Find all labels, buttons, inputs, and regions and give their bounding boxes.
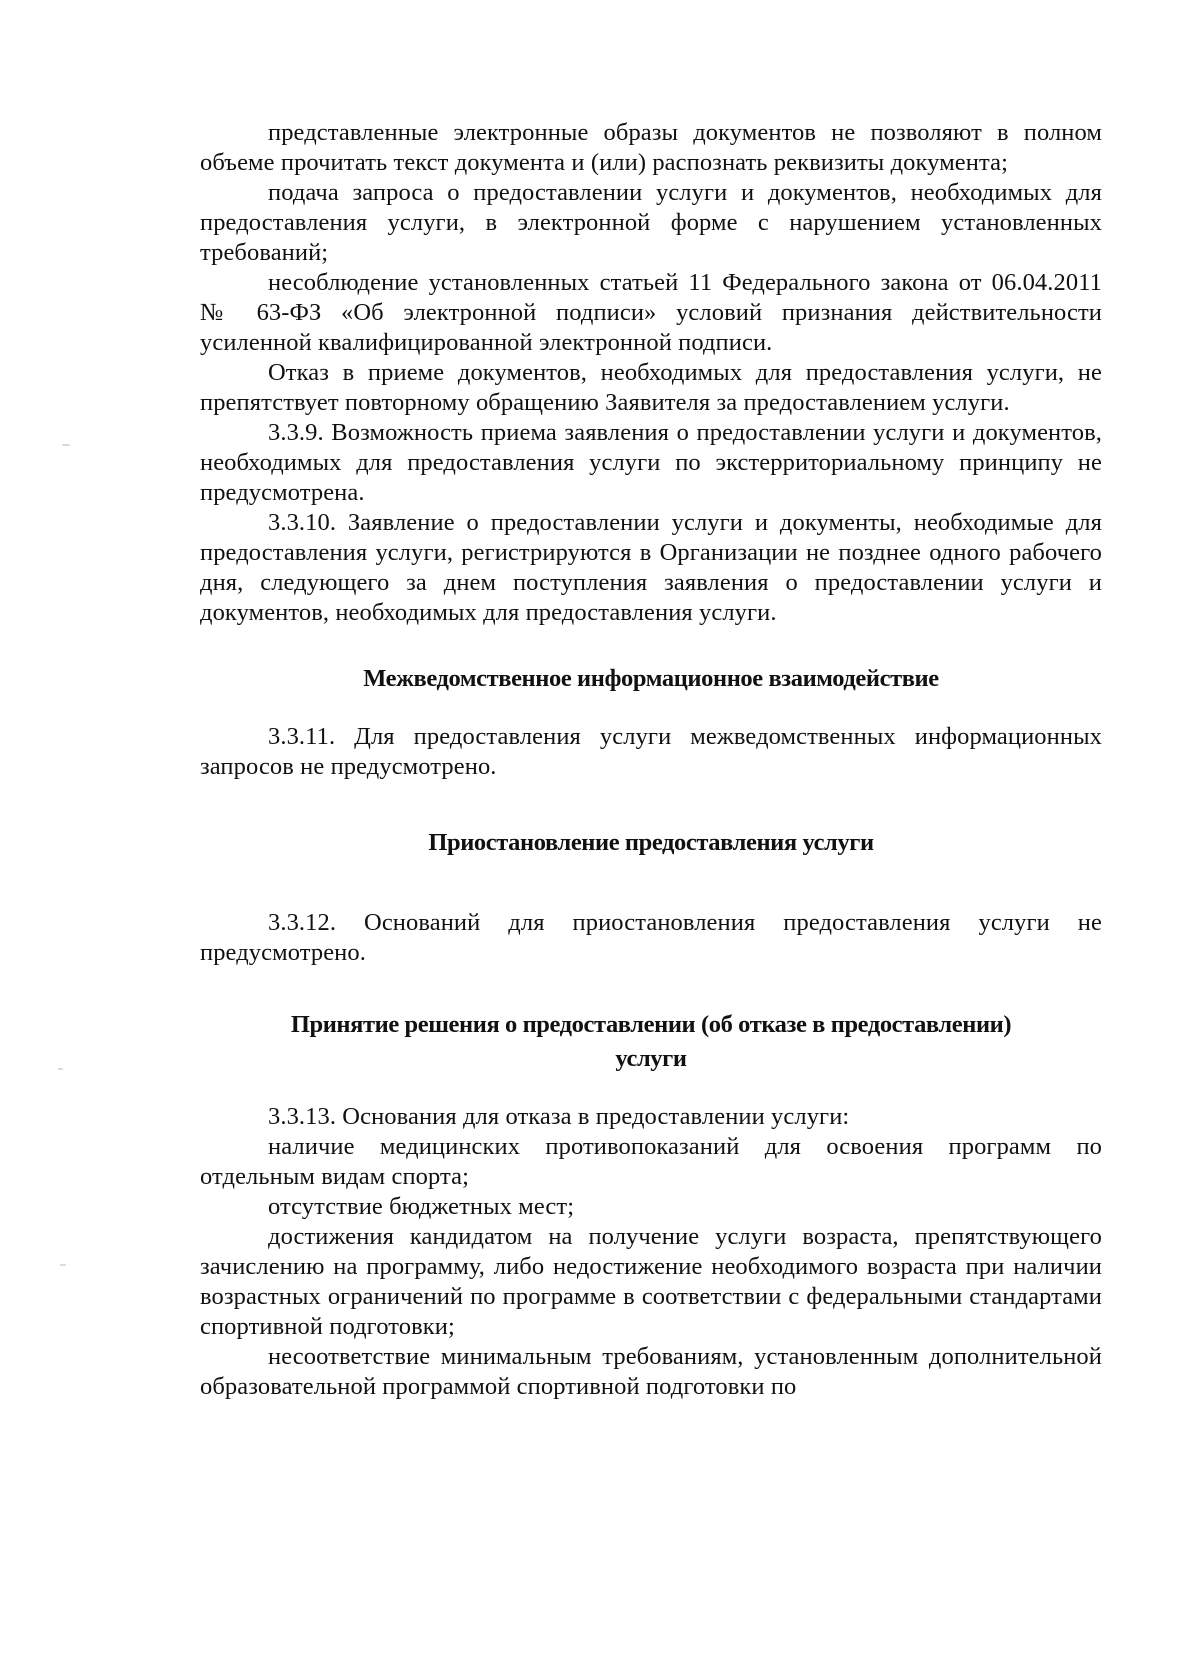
scan-speck bbox=[60, 1264, 66, 1266]
section-heading-line: Принятие решения о предоставлении (об отказе в предоставлении) bbox=[290, 1011, 1012, 1038]
section-heading: Межведомственное информационное взаимодействие bbox=[363, 665, 939, 692]
section-heading: Приостановление предоставления услуги bbox=[428, 829, 874, 856]
paragraph: представленные электронные образы документов не позволяют в полном объеме прочитать текст документа и (или) распознать реквизиты документа; bbox=[200, 119, 1102, 176]
paragraph: подача запроса о предоставлении услуги и документов, необходимых для предоставления услуги, в электронной форме с нарушением установленных требований; bbox=[200, 179, 1102, 266]
paragraph: 3.3.12. Оснований для приостановления предоставления услуги не предусмотрено. bbox=[200, 909, 1102, 966]
spacer bbox=[200, 1076, 1102, 1102]
spacer bbox=[200, 782, 1102, 826]
paragraph: 3.3.11. Для предоставления услуги межведомственных информационных запросов не предусмотрено. bbox=[200, 723, 1102, 780]
paragraph: несоблюдение установленных статьей 11 Федерального закона от 06.04.2011 № 63-ФЗ «Об электронной подписи» условий признания действительности усиленной квалифицированной электронной подписи. bbox=[200, 269, 1102, 356]
paragraph: 3.3.13. Основания для отказа в предоставлении услуги: bbox=[268, 1103, 850, 1130]
paragraph: отсутствие бюджетных мест; bbox=[268, 1193, 575, 1220]
spacer bbox=[200, 696, 1102, 722]
spacer bbox=[200, 968, 1102, 1008]
paragraph: Отказ в приеме документов, необходимых для предоставления услуги, не препятствует повторному обращению Заявителя за предоставлением услуги. bbox=[200, 359, 1102, 416]
paragraph: 3.3.10. Заявление о предоставлении услуги и документы, необходимые для предоставления услуги, регистрируются в Организации не позднее одного рабочего дня, следующего за днем поступления заявления о предоставлении услуги и документов, необходимых для предоставления услуги. bbox=[200, 509, 1102, 626]
scan-speck bbox=[58, 1068, 63, 1070]
section-heading-line: услуги bbox=[615, 1045, 687, 1072]
scan-speck bbox=[62, 444, 70, 446]
document-body bbox=[200, 118, 1102, 1402]
paragraph: 3.3.9. Возможность приема заявления о предоставлении услуги и документов, необходимых для предоставления услуги по экстерриториальному принципу не предусмотрена. bbox=[200, 419, 1102, 506]
paragraph: наличие медицинских противопоказаний для освоения программ по отдельным видам спорта; bbox=[200, 1133, 1102, 1190]
paragraph: несоответствие минимальным требованиям, установленным дополнительной образовательной программой спортивной подготовки по bbox=[200, 1343, 1102, 1400]
paragraph: достижения кандидатом на получение услуги возраста, препятствующего зачислению на программу, либо недостижение необходимого возраста при наличии возрастных ограничений по программе в соответствии с федеральными стандартами спортивной подготовки; bbox=[200, 1223, 1102, 1340]
spacer bbox=[200, 628, 1102, 662]
spacer bbox=[200, 860, 1102, 908]
section-heading bbox=[200, 1008, 1102, 1076]
